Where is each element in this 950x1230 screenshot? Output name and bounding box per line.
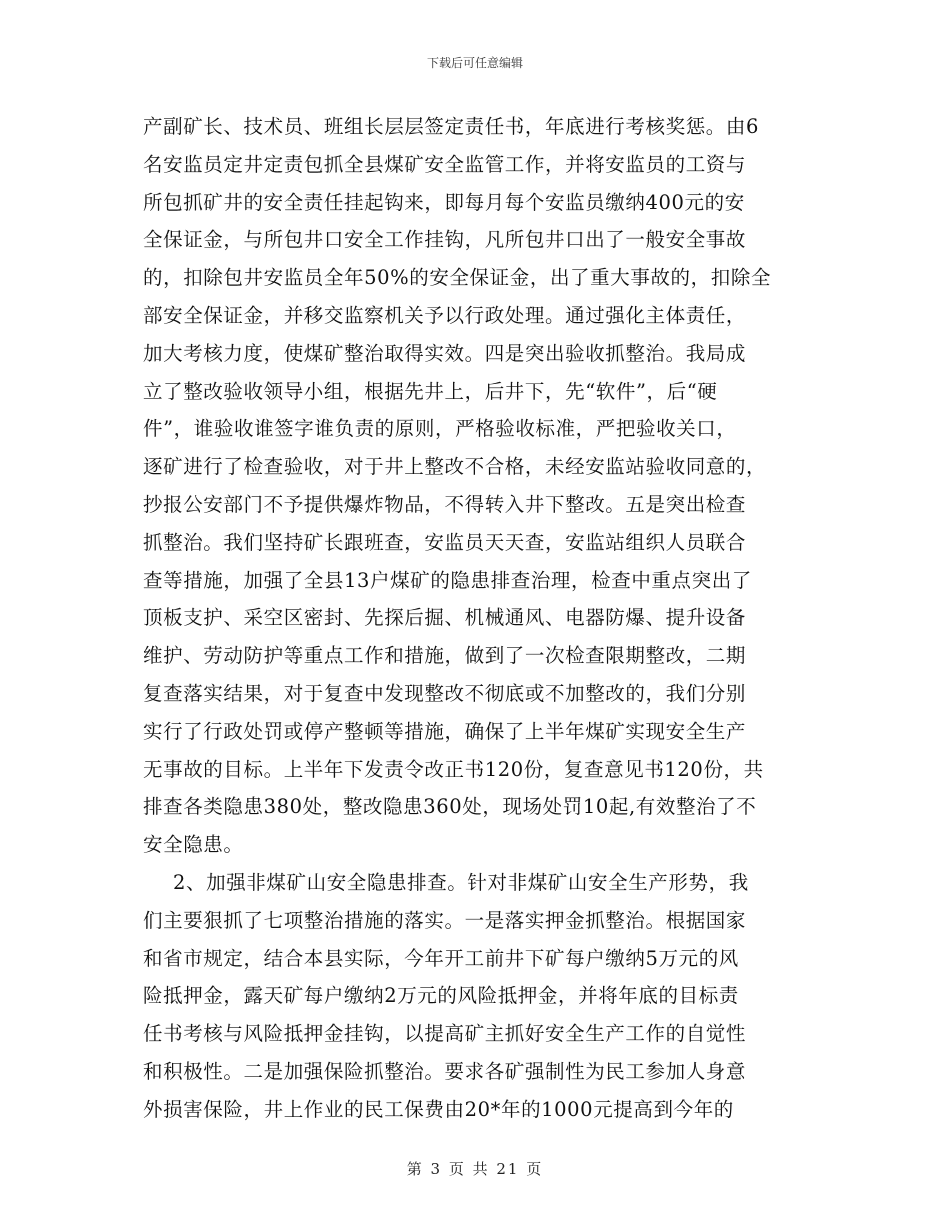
paragraph-line: 件”，谁验收谁签字谁负责的原则，严格验收标准，严把验收关口， <box>143 417 737 441</box>
paragraph-line: 们主要狠抓了七项整治措施的落实。一是落实押金抓整治。根据国家 <box>143 908 747 932</box>
paragraph-line: 2、加强非煤矿山安全隐患排查。针对非煤矿山安全生产形势，我 <box>173 870 749 894</box>
paragraph-line: 任书考核与风险抵押金挂钩，以提高矿主抓好安全生产工作的自觉性 <box>143 1022 747 1046</box>
paragraph-line: 顶板支护、采空区密封、先探后掘、机械通风、电器防爆、提升设备 <box>143 606 747 630</box>
page-number: 第 3 页 共 21 页 <box>406 1160 544 1178</box>
paragraph-line: 部安全保证金，并移交监察机关予以行政处理。通过强化主体责任， <box>143 303 747 327</box>
paragraph-line: 无事故的目标。上半年下发责令改正书120份，复查意见书120份，共 <box>143 757 764 781</box>
paragraph-line: 全保证金，与所包井口安全工作挂钩，凡所包井口出了一般安全事故 <box>143 228 747 252</box>
paragraph-line: 外损害保险，井上作业的民工保费由20*年的1000元提高到今年的 <box>143 1097 734 1121</box>
paragraph-line: 产副矿长、技术员、班组长层层签定责任书，年底进行考核奖惩。由6 <box>143 115 760 138</box>
paragraph-line: 的，扣除包井安监员全年50%的安全保证金，出了重大事故的，扣除全 <box>143 266 772 290</box>
paragraph-line: 抄报公安部门不予提供爆炸物品，不得转入井下整改。五是突出检查 <box>143 492 747 516</box>
paragraph-line: 复查落实结果，对于复查中发现整改不彻底或不加整改的，我们分别 <box>143 681 747 705</box>
paragraph-line: 和省市规定，结合本县实际，今年开工前井下矿每户缴纳5万元的风 <box>143 946 739 970</box>
paragraph-line: 加大考核力度，使煤矿整治取得实效。四是突出验收抓整治。我局成 <box>143 341 747 365</box>
paragraph-line: 查等措施，加强了全县13户煤矿的隐患排查治理，检查中重点突出了 <box>143 568 752 592</box>
paragraph-line: 安全隐患。 <box>143 833 244 857</box>
paragraph-line: 维护、劳动防护等重点工作和措施，做到了一次检查限期整改，二期 <box>143 644 747 668</box>
paragraph-line: 所包抓矿井的安全责任挂起钩来，即每月每个安监员缴纳400元的安 <box>143 190 745 214</box>
paragraph-line: 和积极性。二是加强保险抓整治。要求各矿强制性为民工参加人身意 <box>143 1059 747 1083</box>
paragraph-line: 抓整治。我们坚持矿长跟班查，安监员天天查，安监站组织人员联合 <box>143 530 747 554</box>
page-header-note: 下载后可任意编辑 <box>426 56 523 70</box>
paragraph-line: 排查各类隐患380处，整改隐患360处，现场处罚10起,有效整治了不 <box>143 795 757 819</box>
paragraph-line: 险抵押金，露天矿每户缴纳2万元的风险抵押金，并将年底的目标责 <box>143 984 739 1008</box>
paragraph-line: 立了整改验收领导小组，根据先井上，后井下，先“软件”，后“硬 <box>143 379 718 403</box>
body-text <box>143 108 813 1129</box>
paragraph-line: 名安监员定井定责包抓全县煤矿安全监管工作，并将安监员的工资与 <box>143 152 747 176</box>
paragraph-line: 逐矿进行了检查验收，对于井上整改不合格，未经安监站验收同意的， <box>143 455 767 479</box>
paragraph-line: 实行了行政处罚或停产整顿等措施，确保了上半年煤矿实现安全生产 <box>143 719 747 743</box>
